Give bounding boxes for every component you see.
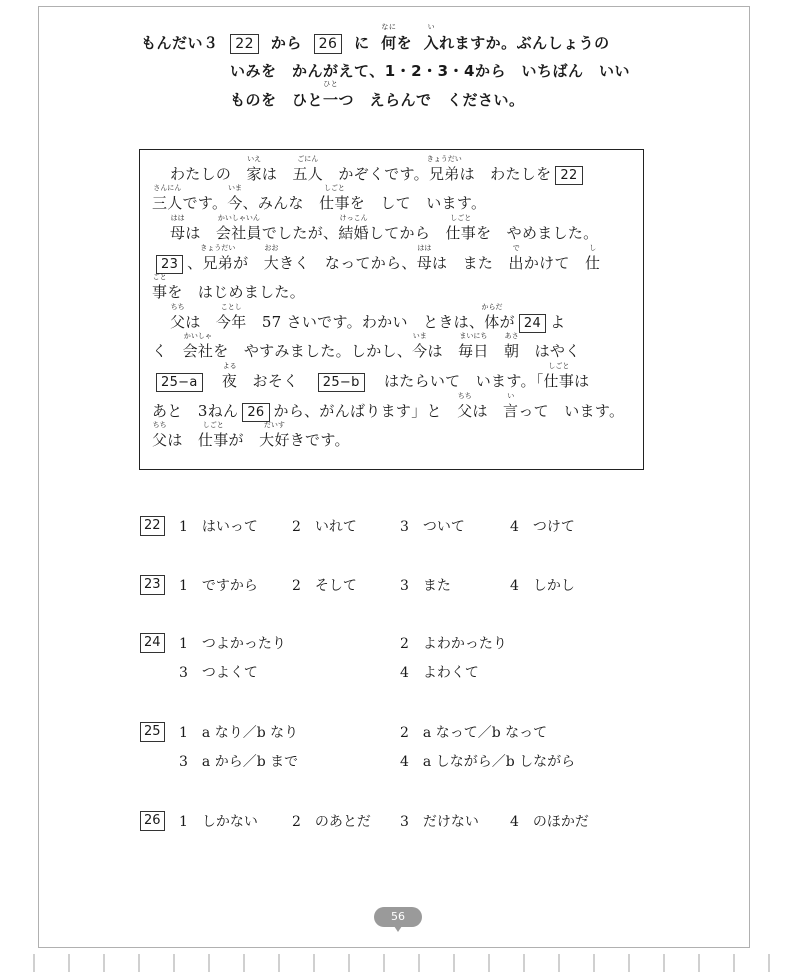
blank-start-box: 22 <box>230 34 259 54</box>
passage-text: してから <box>368 224 446 242</box>
passage-line-9 <box>152 392 625 422</box>
ruby-base: 仕事 <box>197 431 229 449</box>
passage-text: かぞくです。 <box>323 165 429 183</box>
reading-passage-box <box>139 149 644 470</box>
ruby-base: 仕 <box>585 254 601 272</box>
ruby-word <box>221 362 238 391</box>
ruby-reading: しごと <box>202 421 224 429</box>
wo-text: を <box>396 34 413 52</box>
ruby-base: 家 <box>246 165 262 183</box>
blank-box: 25−a <box>156 373 203 392</box>
ruby-reading: きょうだい <box>426 155 462 163</box>
question-23-option-3[interactable]: 3 また <box>400 578 451 594</box>
passage-text: は <box>167 431 198 449</box>
page-frame <box>38 6 750 948</box>
ruby-base: 父 <box>170 313 186 331</box>
passage-text: あと 3ねん <box>152 402 239 420</box>
ruby-word <box>152 421 168 450</box>
ruby-reading: さんにん <box>153 184 182 192</box>
instruction-text: いみを かんがえて、1・2・3・4から いちばん いい <box>230 62 630 80</box>
ruby-base: 夜 <box>221 372 238 390</box>
question-24-option-4[interactable]: 4 よわくて <box>400 665 479 681</box>
ruby-base: 母 <box>170 224 186 242</box>
ruby-reading: し <box>589 244 597 252</box>
question-22-option-3[interactable]: 3 ついて <box>400 519 465 535</box>
ruby-base: 大好 <box>259 431 290 449</box>
ruby-word <box>152 273 168 302</box>
ruby-base: 父 <box>152 431 168 449</box>
ruby-word <box>170 303 186 332</box>
ruby-base: 父 <box>457 402 473 420</box>
passage-text: 57 さいです。わかい ときは、 <box>246 313 485 331</box>
question-23-option-2[interactable]: 2 そして <box>292 578 357 594</box>
ruby-reading: い <box>507 392 515 400</box>
ruby-word <box>227 184 243 213</box>
question-26-option-2[interactable]: 2 のあとだ <box>292 814 371 830</box>
ruby-hitotsu <box>323 80 339 110</box>
instruction-text: つ えらんで ください。 <box>338 91 525 109</box>
ruby-base: 三人 <box>152 194 183 212</box>
ruby-base: 一 <box>323 91 339 109</box>
ruby-base: 入 <box>423 34 440 52</box>
ruby-base: 今 <box>412 342 428 360</box>
blank-box: 22 <box>555 166 582 185</box>
ruby-word <box>543 362 575 391</box>
question-number-22: 22 <box>140 516 165 536</box>
ruby-word <box>292 155 324 184</box>
ni-text: に <box>354 34 370 52</box>
ruby-word <box>182 332 214 361</box>
passage-text: が <box>499 313 515 331</box>
passage-text: が <box>228 431 260 449</box>
ruby-reading: ことし <box>220 303 242 311</box>
ruby-reading: しごと <box>548 362 570 370</box>
ruby-word <box>481 303 503 332</box>
question-22-option-1[interactable]: 1 はいって <box>179 519 258 535</box>
question-25-option-1[interactable]: 1 a なり／b なり <box>179 725 299 741</box>
instruction-line-3 <box>230 80 525 110</box>
ruby-reading: あさ <box>504 332 519 340</box>
passage-line-2 <box>152 184 487 213</box>
question-22-option-4[interactable]: 4 つけて <box>510 519 575 535</box>
ruby-reading: い <box>427 23 436 31</box>
ruby-base: 仕事 <box>543 372 575 390</box>
passage-text: はたらいて います。「 <box>368 372 544 390</box>
ruby-reading: で <box>512 244 520 252</box>
ruby-base: 結婚 <box>338 224 369 242</box>
ruby-reading: かいしゃ <box>183 332 212 340</box>
passage-text: わたしの <box>170 165 247 183</box>
passage-text: です。 <box>182 194 228 212</box>
ruby-word <box>215 303 247 332</box>
blank-box: 23 <box>156 255 183 274</box>
passage-line-10 <box>152 421 350 450</box>
ruby-base: 仕事 <box>319 194 350 212</box>
ruby-reading: ちち <box>170 303 185 311</box>
passage-text: 、 <box>187 254 203 272</box>
ruby-word <box>152 184 183 213</box>
ruby-reading: かいしゃいん <box>217 214 260 222</box>
question-24-option-2[interactable]: 2 よわかったり <box>400 636 507 652</box>
question-26-option-1[interactable]: 1 しかない <box>179 814 258 830</box>
ruby-word <box>215 214 262 243</box>
passage-line-8 <box>152 362 590 392</box>
instruction-tail: れますか。ぶんしょうの <box>439 34 610 52</box>
passage-text: はやく <box>519 342 581 360</box>
ruby-reading: はは <box>170 214 185 222</box>
ruby-reading: きょうだい <box>200 244 236 252</box>
blank-box: 26 <box>242 403 269 422</box>
question-22-option-2[interactable]: 2 いれて <box>292 519 357 535</box>
problem-label: もんだい３ <box>141 34 219 52</box>
page-number-badge: 56 <box>374 907 422 927</box>
passage-text: を やめました。 <box>476 224 599 242</box>
question-24-option-3[interactable]: 3 つよくて <box>179 665 258 681</box>
question-26-option-3[interactable]: 3 だけない <box>400 814 479 830</box>
passage-text <box>489 342 504 360</box>
blank-box: 25−b <box>318 373 365 392</box>
ruby-word <box>426 155 462 184</box>
passage-text: おそく <box>237 372 314 390</box>
ruby-word <box>416 244 433 273</box>
passage-text: は わたしを <box>459 165 552 183</box>
passage-text: は <box>261 165 293 183</box>
instruction-line-1 <box>141 23 610 54</box>
ruby-base: 朝 <box>503 342 520 360</box>
ruby-base: 毎日 <box>458 342 489 360</box>
ruby-reading: いえ <box>247 155 262 163</box>
question-26-option-4[interactable]: 4 のほかだ <box>510 814 589 830</box>
passage-text: く <box>152 342 183 360</box>
ruby-base: 五人 <box>292 165 324 183</box>
ruby-reading: よる <box>222 362 237 370</box>
ruby-word <box>412 332 428 361</box>
passage-text: は <box>185 313 216 331</box>
passage-text: って います。 <box>518 402 625 420</box>
ruby-reading: ごにん <box>297 155 319 163</box>
ruby-reading: けっこん <box>339 214 368 222</box>
question-number-25: 25 <box>140 722 165 742</box>
passage-line-3 <box>170 214 599 243</box>
passage-text: を はじめました。 <box>167 283 306 301</box>
ruby-base: 出 <box>508 254 524 272</box>
ruby-word <box>457 392 473 421</box>
ruby-word <box>319 184 350 213</box>
ruby-reading: だいす <box>263 421 285 429</box>
ruby-base: 兄弟 <box>428 165 460 183</box>
passage-text: きく なってから、 <box>279 254 417 272</box>
passage-line-5 <box>152 273 306 302</box>
question-25-option-2[interactable]: 2 a なって／b なって <box>400 725 548 741</box>
ruby-base: 体 <box>484 313 500 331</box>
passage-text: は <box>427 342 459 360</box>
ruby-i <box>423 23 440 53</box>
ruby-word <box>503 332 520 361</box>
ruby-base: 会社員 <box>215 224 262 242</box>
ruby-base: 仕事 <box>445 224 477 242</box>
ruby-reading: なに <box>381 23 397 31</box>
question-25-option-4[interactable]: 4 a しながら／b しながら <box>400 754 576 770</box>
ruby-reading: ちち <box>152 421 167 429</box>
ruby-base: 大 <box>263 254 279 272</box>
ruby-reading: いま <box>227 184 242 192</box>
blank-box: 24 <box>519 314 546 333</box>
ruby-word <box>170 214 186 243</box>
ruby-reading: ちち <box>457 392 472 400</box>
ruby-word <box>263 244 279 273</box>
question-number-23: 23 <box>140 575 165 595</box>
passage-text: は また <box>432 254 509 272</box>
ruby-reading: しごと <box>323 184 345 192</box>
question-23-option-1[interactable]: 1 ですから <box>179 578 258 594</box>
passage-line-4 <box>152 244 601 274</box>
ruby-word <box>585 244 601 273</box>
question-number-26: 26 <box>140 811 165 831</box>
blank-end-box: 26 <box>314 34 343 54</box>
bottom-tick-strip <box>0 954 790 972</box>
ruby-base: 言 <box>503 402 519 420</box>
ruby-reading: からだ <box>481 303 503 311</box>
passage-text: は <box>472 402 504 420</box>
passage-text: を やすみました。しかし、 <box>213 342 413 360</box>
ruby-base: 今 <box>227 194 243 212</box>
ruby-reading: しごと <box>450 214 472 222</box>
ruby-base: 何 <box>381 34 397 52</box>
passage-text <box>207 372 222 390</box>
passage-line-1 <box>170 155 587 185</box>
ruby-reading: まいにち <box>459 332 488 340</box>
passage-line-7 <box>152 332 581 361</box>
passage-line-6 <box>170 303 566 333</box>
passage-text: から、がんばります」と <box>273 402 458 420</box>
passage-text: かけて <box>523 254 586 272</box>
passage-text: は <box>185 224 216 242</box>
ruby-base: 会社 <box>182 342 214 360</box>
ruby-reading: はは <box>417 244 432 252</box>
ruby-base: 今年 <box>215 313 247 331</box>
passage-text: 、みんな <box>242 194 320 212</box>
instruction-line-2 <box>230 60 630 81</box>
ruby-nani <box>381 23 397 53</box>
ruby-word <box>259 421 290 450</box>
ruby-word <box>503 392 519 421</box>
kara-text: から <box>270 34 302 52</box>
passage-text: を して います。 <box>349 194 487 212</box>
ruby-word <box>246 155 262 184</box>
ruby-base: 母 <box>416 254 433 272</box>
ruby-reading: ごと <box>152 273 167 281</box>
ruby-base: 兄弟 <box>202 254 234 272</box>
question-number-24: 24 <box>140 633 165 653</box>
ruby-word <box>508 244 524 273</box>
question-24-option-1[interactable]: 1 つよかったり <box>179 636 286 652</box>
question-25-option-3[interactable]: 3 a から／b まで <box>179 754 299 770</box>
ruby-word <box>197 421 229 450</box>
ruby-reading: いま <box>412 332 427 340</box>
ruby-word <box>458 332 489 361</box>
passage-text: でしたが、 <box>261 224 339 242</box>
ruby-base: 事 <box>152 283 168 301</box>
passage-text: よ <box>550 313 566 331</box>
ruby-reading: ひと <box>323 80 339 88</box>
ruby-word <box>445 214 477 243</box>
passage-text: が <box>233 254 264 272</box>
instruction-text: ものを ひと <box>230 91 324 109</box>
ruby-word <box>200 244 236 273</box>
passage-text: きです。 <box>289 431 350 449</box>
ruby-word <box>338 214 369 243</box>
passage-text: は <box>574 372 590 390</box>
ruby-reading: おお <box>264 244 279 252</box>
question-23-option-4[interactable]: 4 しかし <box>510 578 575 594</box>
